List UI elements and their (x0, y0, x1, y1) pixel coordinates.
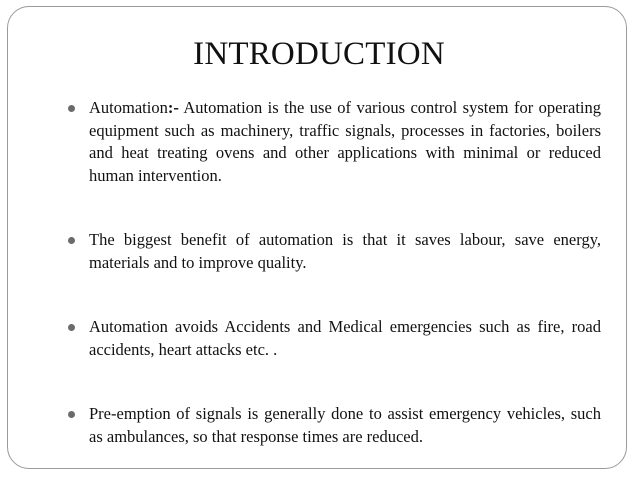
bullet-item-benefit (68, 229, 601, 274)
bullet-item-automation-definition (68, 97, 601, 187)
bullet-term: Automation (89, 98, 168, 117)
bullet-text: The biggest benefit of automation is that it saves labour, save energy, materials and to improve quality. (89, 230, 601, 272)
bullet-item-pre-emption (68, 403, 601, 448)
bullet-dot-icon (68, 324, 75, 331)
bullet-text: Automation is the use of various control system for operating equipment such as machinery, traffic signals, processes in factories, boilers and heat treating ovens and other applications with minimal or reduced human intervention. (89, 98, 601, 185)
bullet-term-separator: :- (167, 98, 179, 117)
bullet-text: Pre-emption of signals is generally done to assist emergency vehicles, such as ambulances, so that response times are reduced. (89, 404, 601, 446)
slide-title: INTRODUCTION (193, 36, 445, 72)
bullet-item-accidents (68, 316, 601, 361)
bullet-list (68, 97, 601, 448)
bullet-dot-icon (68, 237, 75, 244)
bullet-dot-icon (68, 105, 75, 112)
bullet-text: Automation avoids Accidents and Medical emergencies such as fire, road accidents, heart attacks etc. . (89, 317, 601, 359)
bullet-dot-icon (68, 411, 75, 418)
